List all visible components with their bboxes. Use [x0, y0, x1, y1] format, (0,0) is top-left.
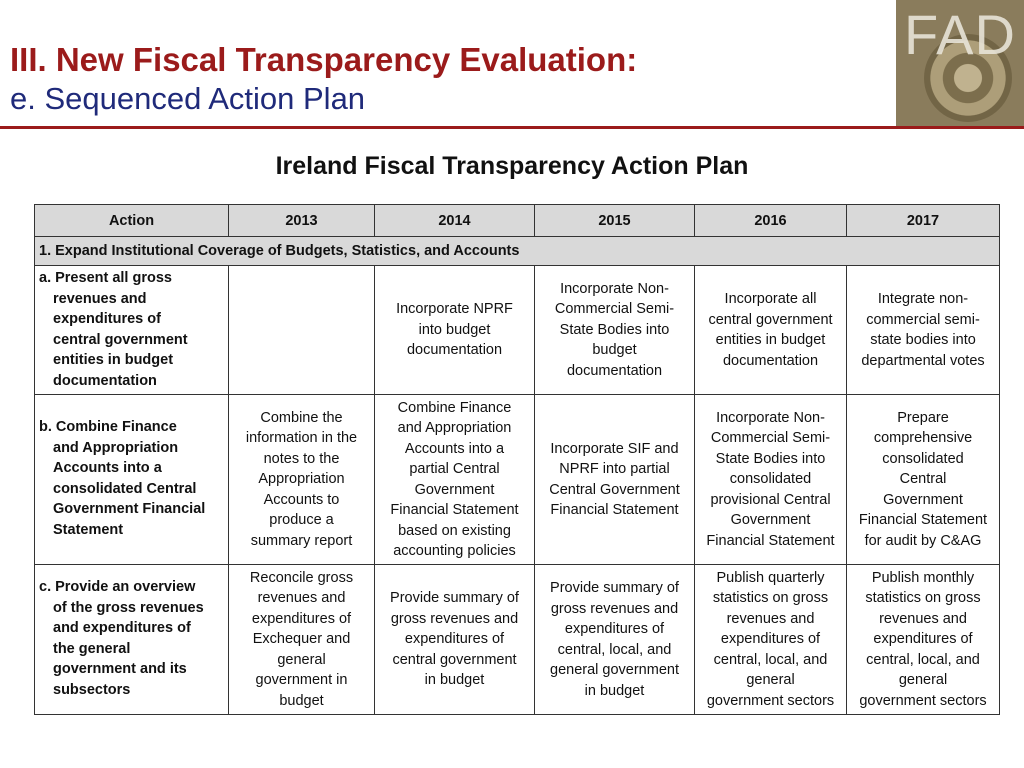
- action-text: b. Combine Finance and Appropriation Accounts into a consolidated Central Government Financial Statement: [39, 419, 206, 538]
- action-text: a. Present all gross revenues and expenditures of central government entities in budget documentation: [39, 270, 188, 389]
- action-cell: [35, 565, 229, 715]
- table-cell: Provide summary of gross revenues and expenditures of central government in budget: [375, 565, 535, 715]
- action-plan-table: [34, 204, 1000, 715]
- column-header-2017: 2017: [847, 205, 1000, 237]
- logo-text: FAD: [904, 3, 1016, 66]
- slide-subtitle: e. Sequenced Action Plan: [10, 81, 366, 116]
- column-header-action: Action: [35, 205, 229, 237]
- action-cell: [35, 395, 229, 565]
- table-title: Ireland Fiscal Transparency Action Plan: [275, 152, 749, 180]
- section-row: [35, 237, 1000, 266]
- table-cell: Publish monthly statistics on gross revenues and expenditures of central, local, and general government sectors: [847, 565, 1000, 715]
- table-cell: Provide summary of gross revenues and expenditures of central, local, and general government in budget: [535, 565, 695, 715]
- table-cell: Incorporate all central government entities in budget documentation: [695, 266, 847, 395]
- header-row: [35, 205, 1000, 237]
- table-cell: Combine the information in the notes to the Appropriation Accounts to produce a summary report: [229, 395, 375, 565]
- table-row: [35, 565, 1000, 715]
- table-row: [35, 395, 1000, 565]
- table-cell: Incorporate NPRF into budget documentation: [375, 266, 535, 395]
- column-header-2014: 2014: [375, 205, 535, 237]
- action-cell: [35, 266, 229, 395]
- table-cell: Reconcile gross revenues and expenditures of Exchequer and general government in budget: [229, 565, 375, 715]
- column-header-2016: 2016: [695, 205, 847, 237]
- column-header-2013: 2013: [229, 205, 375, 237]
- table-row: [35, 266, 1000, 395]
- column-header-2015: 2015: [535, 205, 695, 237]
- table-cell: Prepare comprehensive consolidated Central Government Financial Statement for audit by C&AG: [847, 395, 1000, 565]
- title-block: [10, 40, 637, 118]
- slide-title: III. New Fiscal Transparency Evaluation:: [10, 41, 638, 78]
- table-cell: Integrate non- commercial semi- state bodies into departmental votes: [847, 266, 1000, 395]
- table-cell: Incorporate Non- Commercial Semi- State Bodies into budget documentation: [535, 266, 695, 395]
- table-cell: Incorporate Non- Commercial Semi- State Bodies into consolidated provisional Central Government Financial Statement: [695, 395, 847, 565]
- table-cell: Incorporate SIF and NPRF into partial Central Government Financial Statement: [535, 395, 695, 565]
- table-cell: Publish quarterly statistics on gross revenues and expenditures of central, local, and general government sectors: [695, 565, 847, 715]
- table-cell: Combine Finance and Appropriation Accounts into a partial Central Government Financial Statement based on existing accounting policies: [375, 395, 535, 565]
- section-heading: 1. Expand Institutional Coverage of Budgets, Statistics, and Accounts: [35, 237, 1000, 266]
- action-text: c. Provide an overview of the gross revenues and expenditures of the general government and its subsectors: [39, 579, 204, 698]
- table-cell: [229, 266, 375, 395]
- title-divider: [0, 126, 1024, 129]
- fad-logo: [896, 0, 1024, 126]
